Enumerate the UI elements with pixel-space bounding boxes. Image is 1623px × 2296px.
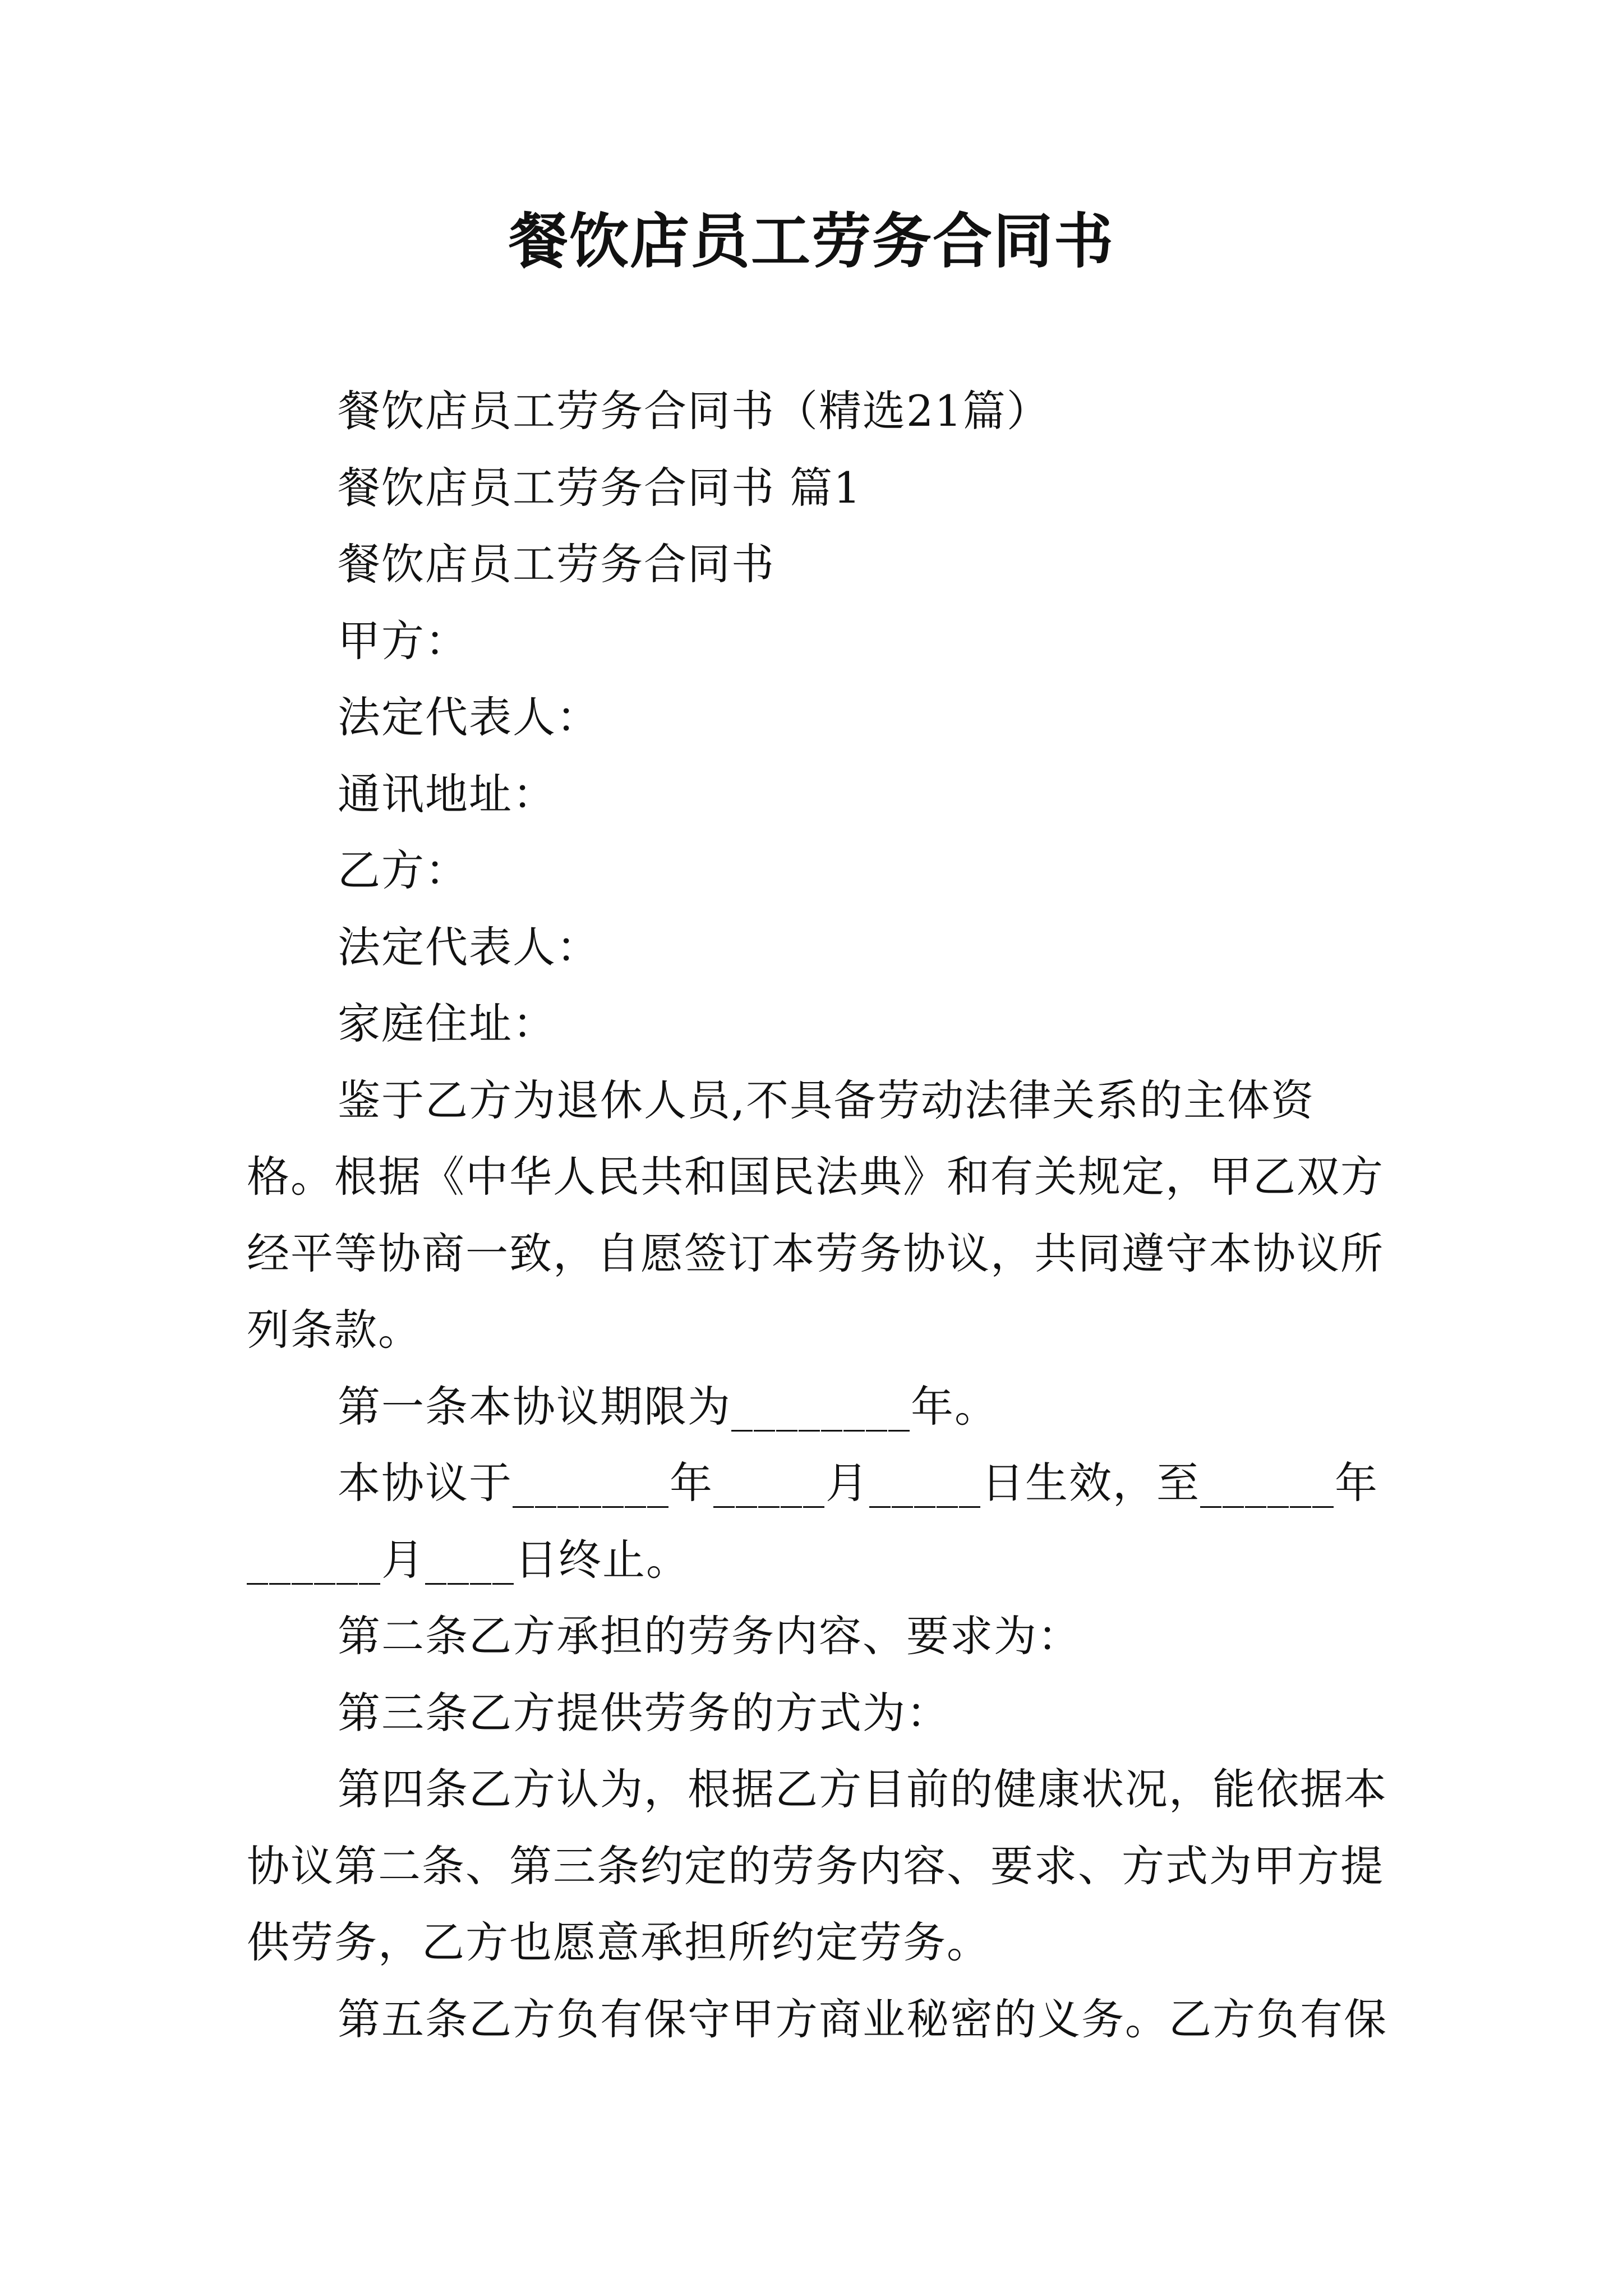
paragraph-party-b-home-address: 家庭住址： [338, 999, 556, 1048]
paragraph-effective-dates: 本协议于_______年_____月_____日生效，至______年______月____日终止。 [247, 1458, 1378, 1585]
paragraph-article-5: 第五条乙方负有保守甲方商业秘密的义务。乙方负有保 [338, 1994, 1387, 2044]
paragraph-party-b: 乙方： [338, 845, 469, 895]
paragraph-article-3: 第三条乙方提供劳务的方式为： [338, 1687, 950, 1738]
paragraph-section-heading: 餐饮店员工劳务合同书 篇1 [338, 462, 862, 513]
paragraph-party-a-address: 通讯地址： [338, 769, 556, 819]
paragraph-party-a-representative: 法定代表人： [338, 692, 600, 742]
paragraph-article-2: 第二条乙方承担的劳务内容、要求为： [338, 1611, 1081, 1661]
paragraph-party-a: 甲方： [338, 615, 469, 666]
paragraph-preamble: 鉴于乙方为退休人员,不具备劳动法律关系的主体资格。根据《中华人民共和国民法典》和有关规定，甲乙双方经平等协商一致，自愿签订本劳务协议，共同遵守本协议所列条款。 [247, 1075, 1384, 1355]
document-title: 餐饮店员工劳务合同书 [509, 206, 1114, 276]
document-body [247, 373, 1388, 2058]
paragraph-article-4: 第四条乙方认为，根据乙方目前的健康状况，能依据本协议第二条、第三条约定的劳务内容、要求、方式为甲方提供劳务，乙方也愿意承担所约定劳务。 [247, 1764, 1387, 1967]
paragraph-party-b-representative: 法定代表人： [338, 922, 600, 972]
paragraph-collection-subtitle: 餐饮店员工劳务合同书（精选21篇） [338, 386, 1050, 436]
paragraph-contract-name: 餐饮店员工劳务合同书 [338, 539, 775, 589]
paragraph-article-1: 第一条本协议期限为________年。 [338, 1381, 998, 1432]
